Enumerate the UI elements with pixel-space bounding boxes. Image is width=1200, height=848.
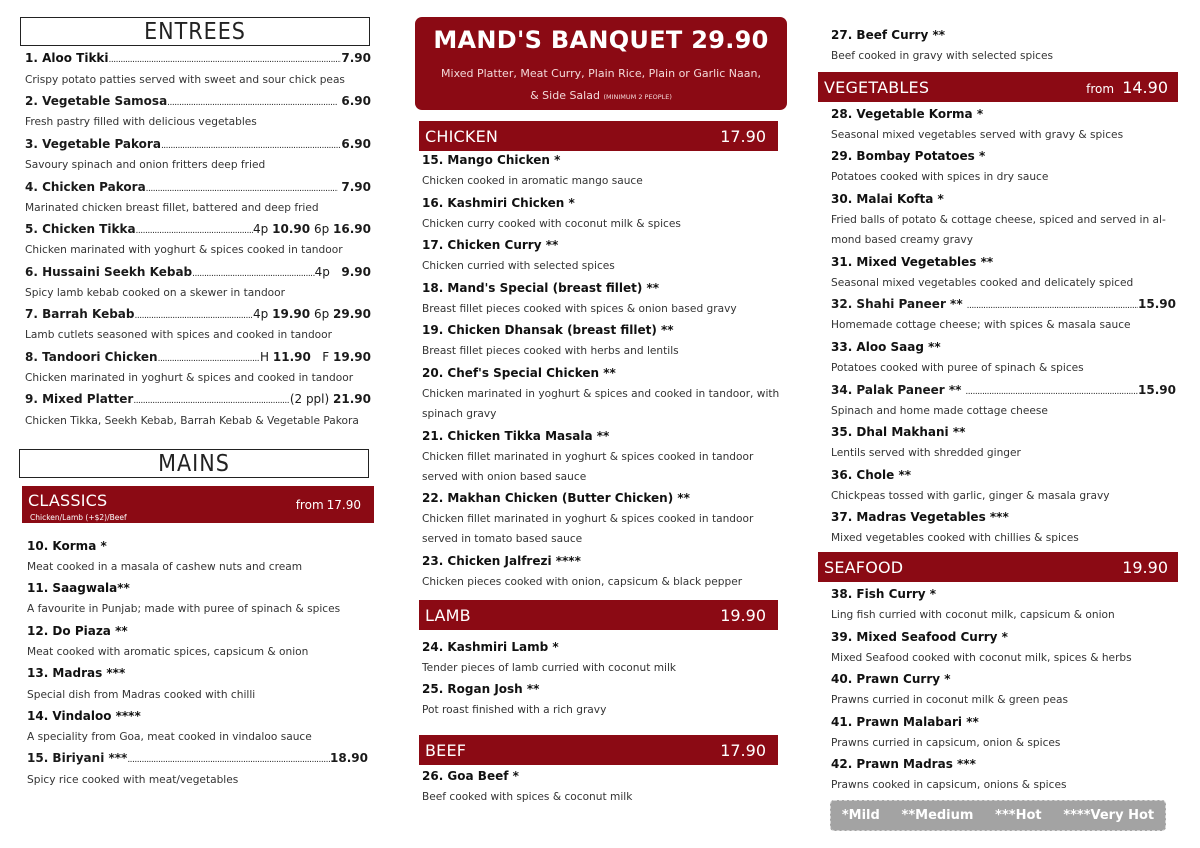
leader-dots [109, 55, 342, 65]
item-description: Chicken curry cooked with coconut milk & spices [422, 218, 681, 230]
item-name: 39. Mixed Seafood Curry * [831, 630, 1008, 644]
legend-mild: *Mild [841, 808, 880, 823]
item-name: 11. Saagwala** [27, 581, 130, 595]
item-name: 35. Dhal Makhani ** [831, 425, 966, 439]
item-name: 18. Mand's Special (breast fillet) ** [422, 281, 660, 295]
portion-label: 4p [253, 307, 269, 321]
section-price: 17.90 [720, 126, 766, 146]
section-title: CHICKEN [425, 126, 499, 146]
item-price: 29.90 [333, 307, 371, 321]
item-description: Chicken marinated with yoghurt & spices cooked in tandoor [25, 244, 343, 256]
menu-item-shahi-paneer [831, 297, 1176, 311]
portion-label: 6p [313, 307, 330, 321]
item-description: Fresh pastry filled with delicious vegetables [25, 116, 257, 128]
item-description: Chicken marinated in yoghurt & spices and cooked in tandoor, with [422, 388, 780, 400]
banquet-panel [415, 17, 787, 110]
leader-dots [133, 396, 289, 406]
portion-label: 6p [313, 222, 330, 236]
item-price: 9.90 [341, 265, 371, 279]
item-description: Potatoes cooked with puree of spinach & spices [831, 362, 1084, 374]
portion-label: 4p [314, 265, 330, 279]
portion-label: 4p [253, 222, 269, 236]
portion-label: F [322, 350, 330, 364]
leader-dots [146, 184, 339, 194]
item-description: Chicken Tikka, Seekh Kebab, Barrah Kebab & Vegetable Pakora [25, 415, 359, 427]
portion-label: H [260, 350, 270, 364]
beef-section-header [419, 735, 778, 765]
lamb-section-header [419, 600, 778, 630]
leader-dots [967, 301, 1138, 311]
menu-item-palak-paneer [831, 383, 1176, 397]
menu-item-vegetable-samosa [25, 94, 371, 108]
leader-dots [192, 269, 315, 279]
menu-item-vegetable-pakora [25, 137, 371, 151]
item-description-cont: served with onion based sauce [422, 471, 587, 483]
item-price: 15.90 [1138, 297, 1176, 311]
item-name: 31. Mixed Vegetables ** [831, 255, 994, 269]
item-name: 17. Chicken Curry ** [422, 238, 559, 252]
item-price: 10.90 [272, 222, 311, 236]
item-name: 12. Do Piaza ** [27, 624, 128, 638]
item-price: 11.90 [272, 350, 311, 364]
item-description: Seasonal mixed vegetables cooked and delicately spiced [831, 277, 1134, 289]
item-description: Prawns curried in coconut milk & green peas [831, 694, 1069, 706]
section-title: VEGETABLES [824, 77, 930, 97]
item-description: Savoury spinach and onion fritters deep fried [25, 159, 266, 171]
item-name: 14. Vindaloo **** [27, 709, 141, 723]
item-description: A speciality from Goa, meat cooked in vindaloo sauce [27, 731, 312, 743]
item-name: 38. Fish Curry * [831, 587, 937, 601]
item-name: 23. Chicken Jalfrezi **** [422, 554, 581, 568]
item-description: Crispy potato patties served with sweet and sour chick peas [25, 74, 345, 86]
item-name: 4. Chicken Pakora [25, 180, 146, 194]
legend-medium: **Medium [901, 808, 974, 823]
item-name: 42. Prawn Madras *** [831, 757, 976, 771]
leader-dots [136, 226, 254, 236]
item-name: 33. Aloo Saag ** [831, 340, 941, 354]
item-description: Special dish from Madras cooked with chilli [27, 689, 256, 701]
section-price: 19.90 [720, 605, 766, 625]
item-name: 1. Aloo Tikki [25, 51, 109, 65]
item-name: 8. Tandoori Chicken [25, 350, 158, 364]
item-name: 6. Hussaini Seekh Kebab [25, 265, 193, 279]
spice-legend [830, 800, 1166, 831]
item-description: Homemade cottage cheese; with spices & masala sauce [831, 319, 1131, 331]
item-description: Meat cooked in a masala of cashew nuts and cream [27, 561, 303, 573]
item-name: 2. Vegetable Samosa [25, 94, 168, 108]
item-description: A favourite in Punjab; made with puree of spinach & spices [27, 603, 341, 615]
item-description: Spinach and home made cottage cheese [831, 405, 1048, 417]
item-name: 28. Vegetable Korma * [831, 107, 984, 121]
item-description: Prawns cooked in capsicum, onions & spices [831, 779, 1067, 791]
item-name: 21. Chicken Tikka Masala ** [422, 429, 610, 443]
item-description: Chicken curried with selected spices [422, 260, 615, 272]
seafood-section-header [818, 552, 1178, 582]
banquet-title: MAND'S BANQUET 29.90 [433, 26, 769, 54]
item-description: Breast fillet pieces cooked with spices & onion based gravy [422, 303, 737, 315]
item-description: Ling fish curried with coconut milk, capsicum & onion [831, 609, 1115, 621]
item-name: 20. Chef's Special Chicken ** [422, 366, 616, 380]
menu-item-tandoori-chicken [25, 350, 371, 364]
item-description: Chicken pieces cooked with onion, capsicum & black pepper [422, 576, 743, 588]
item-description: Fried balls of potato & cottage cheese, spiced and served in al- [831, 214, 1166, 226]
item-description: Beef cooked with spices & coconut milk [422, 791, 633, 803]
item-price: 19.90 [333, 350, 371, 364]
mains-heading: MAINS [19, 449, 369, 478]
item-description: Mixed Seafood cooked with coconut milk, spices & herbs [831, 652, 1132, 664]
chicken-section-header [419, 121, 778, 151]
menu-item-aloo-tikki [25, 51, 371, 65]
item-name: 19. Chicken Dhansak (breast fillet) ** [422, 323, 674, 337]
menu-item-biriyani [27, 751, 368, 765]
section-price: from 17.90 [295, 498, 361, 512]
section-title: SEAFOOD [824, 557, 904, 577]
section-subtitle: Chicken/Lamb (+$2)/Beef [30, 513, 127, 522]
menu-item-barrah-kebab [25, 307, 371, 321]
item-description: Prawns curried in capsicum, onion & spices [831, 737, 1061, 749]
item-name: 10. Korma * [27, 539, 107, 553]
item-name: 40. Prawn Curry * [831, 672, 951, 686]
section-title: BEEF [425, 740, 467, 760]
item-description: Beef cooked in gravy with selected spices [831, 50, 1054, 62]
portion-label: (2 ppl) [289, 392, 330, 406]
item-name: 15. Mango Chicken * [422, 153, 561, 167]
item-description: Spicy lamb kebab cooked on a skewer in tandoor [25, 287, 285, 299]
menu-item-hussaini-seekh-kebab [25, 265, 371, 279]
leader-dots [161, 141, 341, 151]
section-title: CLASSICS [28, 491, 108, 510]
item-price: 18.90 [330, 751, 368, 765]
leader-dots [158, 354, 260, 364]
item-description: Mixed vegetables cooked with chillies & spices [831, 532, 1079, 544]
leader-dots [167, 98, 338, 108]
item-name: 30. Malai Kofta * [831, 192, 944, 206]
item-name: 15. Biriyani *** [27, 751, 128, 765]
menu-item-mixed-platter [25, 392, 371, 406]
item-description: Chicken marinated in yoghurt & spices and cooked in tandoor [25, 372, 354, 384]
item-description: Chickpeas tossed with garlic, ginger & masala gravy [831, 490, 1110, 502]
legend-hot: ***Hot [995, 808, 1042, 823]
item-price: 21.90 [333, 392, 371, 406]
item-name: 36. Chole ** [831, 468, 912, 482]
item-price: 15.90 [1138, 383, 1176, 397]
item-name: 41. Prawn Malabari ** [831, 715, 979, 729]
item-name: 7. Barrah Kebab [25, 307, 135, 321]
item-name: 34. Palak Paneer ** [831, 383, 962, 397]
item-name: 16. Kashmiri Chicken * [422, 196, 575, 210]
item-name: 24. Kashmiri Lamb * [422, 640, 559, 654]
item-price: 6.90 [341, 137, 371, 151]
section-title: LAMB [425, 605, 471, 625]
item-description: Potatoes cooked with spices in dry sauce [831, 171, 1049, 183]
vegetables-section-header [818, 72, 1178, 102]
leader-dots [965, 387, 1138, 397]
item-description: Pot roast finished with a rich gravy [422, 704, 607, 716]
section-price: 19.90 [1122, 557, 1168, 577]
item-name: 29. Bombay Potatoes * [831, 149, 986, 163]
item-name: 32. Shahi Paneer ** [831, 297, 963, 311]
item-description: Breast fillet pieces cooked with herbs and lentils [422, 345, 679, 357]
item-price: 16.90 [333, 222, 371, 236]
item-name: 13. Madras *** [27, 666, 126, 680]
item-price: 7.90 [341, 51, 371, 65]
item-price: 6.90 [341, 94, 371, 108]
classics-section-header [22, 486, 374, 523]
item-description: Spicy rice cooked with meat/vegetables [27, 774, 239, 786]
item-name: 5. Chicken Tikka [25, 222, 136, 236]
banquet-description-2: & Side Salad (MINIMUM 2 PEOPLE) [530, 89, 672, 102]
item-description: Lamb cutlets seasoned with spices and cooked in tandoor [25, 329, 332, 341]
item-description-cont: spinach gravy [422, 408, 497, 420]
item-price: 7.90 [341, 180, 371, 194]
leader-dots [127, 755, 330, 765]
item-name: 22. Makhan Chicken (Butter Chicken) ** [422, 491, 690, 505]
item-name: 9. Mixed Platter [25, 392, 134, 406]
item-price: 19.90 [272, 307, 311, 321]
item-name: 27. Beef Curry ** [831, 28, 945, 42]
section-price: 17.90 [720, 740, 766, 760]
item-description: Lentils served with shredded ginger [831, 447, 1021, 459]
item-description: Chicken cooked in aromatic mango sauce [422, 175, 643, 187]
section-price: from 14.90 [1086, 77, 1168, 97]
item-name: 25. Rogan Josh ** [422, 682, 540, 696]
item-description: Seasonal mixed vegetables served with gravy & spices [831, 129, 1124, 141]
item-description: Tender pieces of lamb curried with coconut milk [422, 662, 677, 674]
item-description-cont: served in tomato based sauce [422, 533, 583, 545]
item-name: 3. Vegetable Pakora [25, 137, 161, 151]
item-description: Meat cooked with aromatic spices, capsicum & onion [27, 646, 309, 658]
item-description: Chicken fillet marinated in yoghurt & spices cooked in tandoor [422, 513, 754, 525]
leader-dots [135, 311, 254, 321]
entrees-heading: ENTREES [20, 17, 370, 46]
banquet-description: Mixed Platter, Meat Curry, Plain Rice, Plain or Garlic Naan, [441, 67, 761, 80]
item-description: Marinated chicken breast fillet, battered and deep fried [25, 202, 319, 214]
menu-item-chicken-tikka [25, 222, 371, 236]
item-name: 37. Madras Vegetables *** [831, 510, 1009, 524]
item-description-cont: mond based creamy gravy [831, 234, 973, 246]
legend-very-hot: ****Very Hot [1063, 808, 1155, 823]
item-name: 26. Goa Beef * [422, 769, 519, 783]
item-description: Chicken fillet marinated in yoghurt & spices cooked in tandoor [422, 451, 754, 463]
menu-item-chicken-pakora [25, 180, 371, 194]
